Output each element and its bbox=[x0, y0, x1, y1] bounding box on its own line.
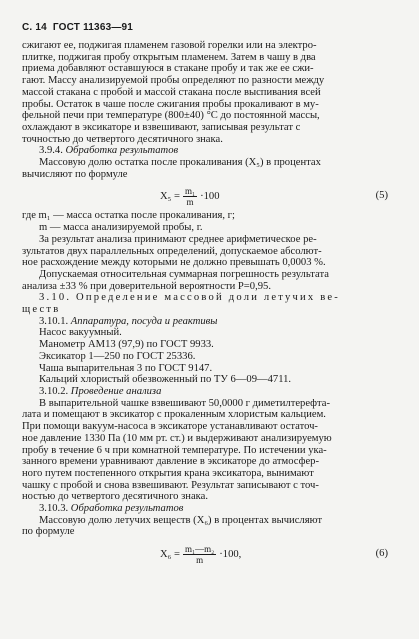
text-line: сжигают ее, поджигая пламенем газовой горелки или на электро- bbox=[22, 40, 317, 51]
section-number: 3.10.3. bbox=[39, 503, 69, 515]
text-line: охлаждают в эксикаторе и взвешивают, записывая результат с bbox=[22, 121, 301, 133]
section-heading bbox=[22, 145, 398, 157]
text-line: фельной печи при температуре (800±40) °С до постоянной массы, bbox=[22, 110, 320, 122]
text-line: Массовую долю летучих веществ (X₆) в процентах вычисляют bbox=[39, 514, 322, 526]
text-line: точностью до четвертого десятичного знака. bbox=[22, 133, 223, 145]
standard-code: ГОСТ 11363—91 bbox=[52, 22, 134, 33]
section-title: Проведение анализа bbox=[70, 385, 162, 397]
text-line: За результат анализа принимают среднее арифметическое ре- bbox=[39, 233, 317, 245]
list-item: Чаша выпарительная 3 по ГОСТ 9147. bbox=[39, 362, 213, 374]
list-item: Манометр АМ13 (97,9) по ГОСТ 9933. bbox=[39, 339, 214, 351]
formula-fraction bbox=[183, 544, 216, 565]
text-line: ностью до четвертого десятичного знака. bbox=[22, 491, 209, 503]
document-body bbox=[22, 40, 398, 568]
text-line: ное расхождение между которыми не должно превышать 0,0003 %. bbox=[22, 257, 326, 269]
section-heading-cont: ществ bbox=[22, 304, 61, 316]
formula-5 bbox=[22, 182, 398, 208]
text-line: ное давление 1330 Па (10 мм рт. ст.) и выдерживают анализируемую bbox=[22, 432, 332, 444]
text-line: зультатов двух параллельных определений, допускаемое абсолют- bbox=[22, 245, 322, 257]
list-item: Эксикатор 1—250 по ГОСТ 25336. bbox=[39, 350, 196, 362]
text-line: массой стакана с пробой и массой стакана после выспивания всей bbox=[22, 86, 321, 98]
section-title: Обработка результатов bbox=[65, 145, 179, 157]
text-line: ного путем постепенного открытия крана эксикатора, вынимают bbox=[22, 467, 314, 479]
formula-number: (5) bbox=[375, 190, 388, 202]
fraction-denominator: m bbox=[186, 197, 194, 208]
formula-fraction bbox=[183, 186, 197, 207]
section-title: Обработка результатов bbox=[70, 503, 184, 515]
list-item: Кальций хлористый обезвоженный по ТУ 6—09—4711. bbox=[39, 374, 292, 386]
text-line: по формуле bbox=[22, 526, 75, 538]
text-line: занного времени уравнивают давление в эксикаторе до атмосфер- bbox=[22, 456, 320, 468]
text-line: пробу в течение 6 ч при комнатной температуре. По истечении ука- bbox=[22, 444, 327, 456]
text-line: В выпарительной чашке взвешивают 50,0000 г диметилтерефта- bbox=[39, 397, 331, 409]
section-heading bbox=[22, 386, 398, 398]
section-number: 3.10.2. bbox=[39, 385, 69, 397]
formula-number: (6) bbox=[375, 548, 388, 560]
section-heading bbox=[22, 503, 398, 515]
text-line: гают. Массу анализируемой пробы определяют по разности между bbox=[22, 75, 325, 87]
text-line: где m₁ — масса остатка после прокаливания, г; bbox=[22, 210, 235, 222]
section-number: 3.10.1. bbox=[39, 315, 69, 327]
page-number: С. 14 bbox=[22, 22, 47, 33]
formula-6 bbox=[22, 540, 398, 566]
text-line: пробы. Остаток в чаше после сжигания пробы прокаливают в му- bbox=[22, 98, 319, 110]
fraction-numerator: m₁ bbox=[184, 186, 196, 197]
formula-rhs: ·100, bbox=[219, 548, 242, 560]
text-line: Допускаемая относительная суммарная погрешность результата bbox=[39, 268, 329, 280]
text-line: вычисляют по формуле bbox=[22, 168, 128, 180]
text-line: При помощи вакуум-насоса в эксикаторе устанавливают остаточ- bbox=[22, 421, 318, 433]
text-line: приема добавляют оставшуюся в стакане пробу и так же ее сжи- bbox=[22, 63, 314, 75]
text-line: чашку с пробой и снова взвешивают. Результат записывают с точ- bbox=[22, 479, 319, 491]
page-header bbox=[22, 22, 133, 33]
text-line: анализа ±33 % при доверительной вероятности P=0,95. bbox=[22, 280, 271, 292]
formula-lhs: X₆ = bbox=[160, 548, 180, 560]
text-line: m — масса анализируемой пробы, г. bbox=[39, 222, 203, 234]
list-item: Насос вакуумный. bbox=[39, 327, 122, 339]
fraction-numerator: m₁—m₂ bbox=[184, 544, 215, 555]
text-line: плитке, поджигая пробу открытым пламенем. Затем в чашу в два bbox=[22, 51, 316, 63]
fraction-denominator: m bbox=[196, 555, 204, 566]
text-line: лата и помещают в эксикатор с прокаленным хлористым кальцием. bbox=[22, 409, 326, 421]
section-heading bbox=[22, 316, 398, 328]
text-line: Массовую долю остатка после прокаливания (X₅) в процентах bbox=[39, 157, 321, 169]
formula-lhs: X₅ = bbox=[160, 191, 180, 203]
section-heading: 3.10. Определение массовой доли летучих ве- bbox=[39, 292, 341, 304]
formula-rhs: ·100 bbox=[200, 191, 220, 203]
section-title: Аппаратура, посуда и реактивы bbox=[70, 315, 218, 327]
section-number: 3.9.4. bbox=[39, 145, 63, 157]
